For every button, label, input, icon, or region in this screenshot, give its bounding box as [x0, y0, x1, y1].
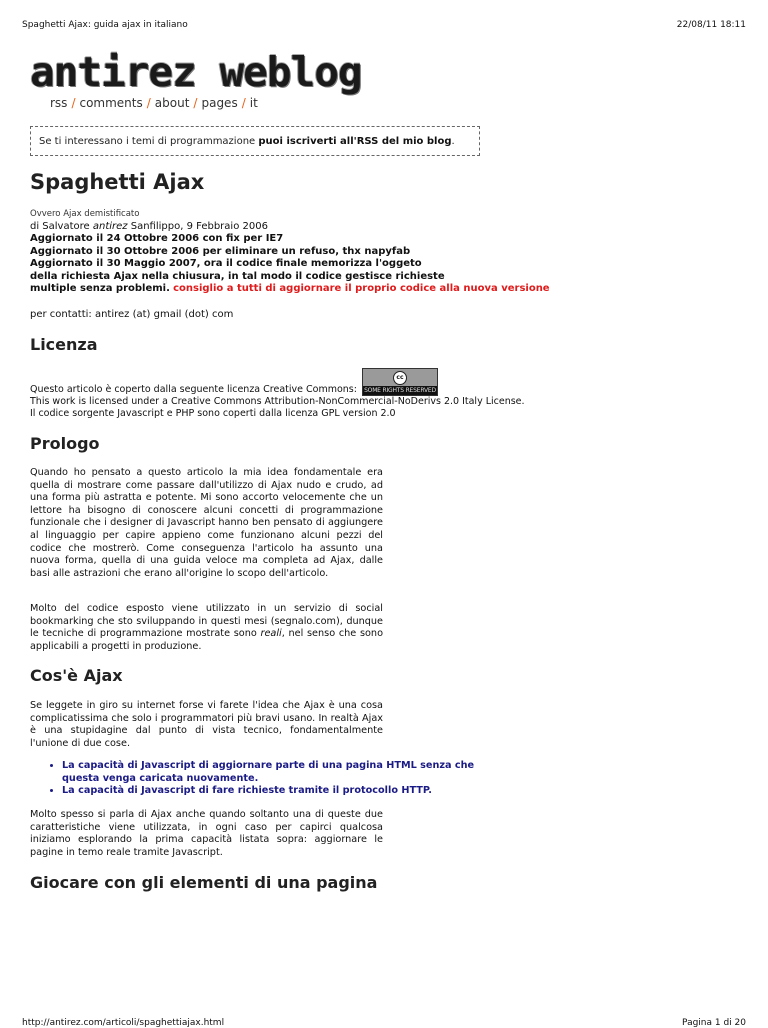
- update-line: [30, 258, 590, 271]
- prologo-p2-text: Molto del codice esposto viene utilizzato in un servizio di social bookmarking che sto sviluppando in questi mesi (segnalo.com), dunque le tecniche di programmazione mostrate sono: [30, 603, 383, 640]
- update-line: [30, 283, 590, 296]
- print-header: [22, 20, 746, 30]
- prologo-paragraph-2: [30, 603, 383, 653]
- byline-prefix: di Salvatore: [30, 220, 93, 232]
- nav-pages-link[interactable]: pages: [201, 96, 238, 110]
- nav-comments-link[interactable]: comments: [79, 96, 143, 110]
- creative-commons-badge[interactable]: [362, 368, 438, 396]
- cose-ajax-heading: Cos'è Ajax: [30, 666, 123, 685]
- byline-author: antirez: [92, 220, 128, 232]
- prologo-p2-emphasis: reali: [260, 628, 282, 640]
- nav-about-link[interactable]: about: [154, 96, 190, 110]
- article-title: Spaghetti Ajax: [30, 170, 205, 194]
- blog-logo[interactable]: antirez weblog: [30, 48, 362, 96]
- update-text: della richiesta Ajax nella chiusura, in tal modo il codice gestisce richieste: [30, 270, 445, 282]
- print-page-title: Spaghetti Ajax: guida ajax in italiano: [22, 20, 188, 30]
- license-block: [30, 368, 630, 420]
- top-nav: [50, 96, 258, 110]
- print-url-link[interactable]: http://antirez.com/articoli/spaghettiajax.html: [22, 1018, 225, 1028]
- rss-box-suffix: .: [451, 135, 455, 147]
- list-item: • La capacità di Javascript di fare richieste tramite il protocollo HTTP.: [62, 785, 507, 798]
- cc-badge-label: SOME RIGHTS RESERVED: [364, 387, 436, 394]
- nav-separator: /: [193, 96, 198, 110]
- license-heading: Licenza: [30, 335, 98, 354]
- cc-top: [363, 369, 437, 386]
- license-line-3: Il codice sorgente Javascript e PHP sono coperti dalla licenza GPL version 2.0: [30, 408, 396, 419]
- cose-ajax-paragraph-2: Molto spesso si parla di Ajax anche quando soltanto una di queste due caratteristiche viene utilizzata, in ogni caso per capirci qualcosa iniziamo esplorando la prima capacità listata sopra: aggiornare le pagine in temo reale tramite Javascript.: [30, 809, 383, 858]
- update-notice: consiglio a tutti di aggiornare il proprio codice alla nuova versione: [173, 283, 550, 294]
- update-line: [30, 271, 590, 284]
- cose-ajax-paragraph-1: Se leggete in giro su internet forse vi farete l'idea che Ajax è una cosa complicatissima che solo i programmatori più bravi usano. In realtà Ajax è una stupidagine dal punto di vista tecnico, fondamentalmente l'unione di due cose.: [30, 700, 383, 749]
- giocare-heading: Giocare con gli elementi di una pagina: [30, 873, 378, 892]
- contact-info: per contatti: antirez (at) gmail (dot) com: [30, 309, 234, 320]
- cc-icon: cc: [393, 371, 407, 385]
- article-subtitle: Ovvero Ajax demistificato: [30, 209, 140, 219]
- print-datetime: 22/08/11 18:11: [676, 20, 746, 30]
- nav-separator: /: [146, 96, 151, 110]
- print-page-number: Pagina 1 di 20: [682, 1018, 746, 1028]
- print-footer: [22, 1018, 746, 1028]
- nav-it-link[interactable]: it: [249, 96, 258, 110]
- byline-suffix: Sanfilippo, 9 Febbraio 2006: [127, 220, 268, 232]
- ajax-capabilities-list: [48, 760, 507, 798]
- license-text: Questo articolo è coperto dalla seguente licenza Creative Commons:: [30, 384, 357, 395]
- nav-separator: /: [241, 96, 246, 110]
- nav-rss-link[interactable]: rss: [50, 96, 68, 110]
- prologo-p2-text: , nel senso che sono applicabili a progetti in produzione.: [30, 628, 383, 652]
- article-meta: [30, 208, 590, 296]
- article-byline: [30, 221, 590, 234]
- update-text: Aggiornato il 30 Ottobre 2006 per eliminare un refuso, thx napyfab: [30, 245, 411, 257]
- list-item: • La capacità di Javascript di aggiornare parte di una pagina HTML senza che questa venga caricata nuovamente.: [62, 760, 507, 785]
- rss-box-text: Se ti interessano i temi di programmazione: [39, 135, 256, 147]
- license-line-1: [30, 368, 630, 396]
- prologo-heading: Prologo: [30, 434, 100, 453]
- prologo-paragraph-1: Quando ho pensato a questo articolo la mia idea fondamentale era quella di mostrare come passare dall'utilizzo di Ajax nudo e crudo, ad una forma più astratta e potente. Mi sono accorto velocemente che un lettore ha bisogno di conoscere alcuni concetti di programmazione funzionale che i designer di Javascript hanno ben pensato di aggiungere al linguaggio per capire appieno come funzionano alcuni pezzi del codice che mostrerò. Come conseguenza l'articolo ha assunto una nuova forma, quella di una guida veloce ma completa ad Ajax, dalle basi alle astrazioni che erano all'origine lo scopo dell'articolo.: [30, 467, 383, 579]
- update-text: multiple senza problemi.: [30, 283, 170, 294]
- license-line-2: This work is licensed under a Creative Commons Attribution-NonCommercial-NoDerivs 2.0 Italy License.: [30, 396, 525, 407]
- update-line: [30, 233, 590, 246]
- nav-separator: /: [71, 96, 76, 110]
- update-text: Aggiornato il 30 Maggio 2007, ora il codice finale memorizza l'oggeto: [30, 258, 422, 269]
- update-line: [30, 246, 590, 259]
- rss-subscribe-box: [30, 126, 480, 156]
- update-text: Aggiornato il 24 Ottobre 2006 con fix per IE7: [30, 233, 284, 244]
- rss-subscribe-link[interactable]: puoi iscriverti all'RSS del mio blog: [258, 135, 452, 147]
